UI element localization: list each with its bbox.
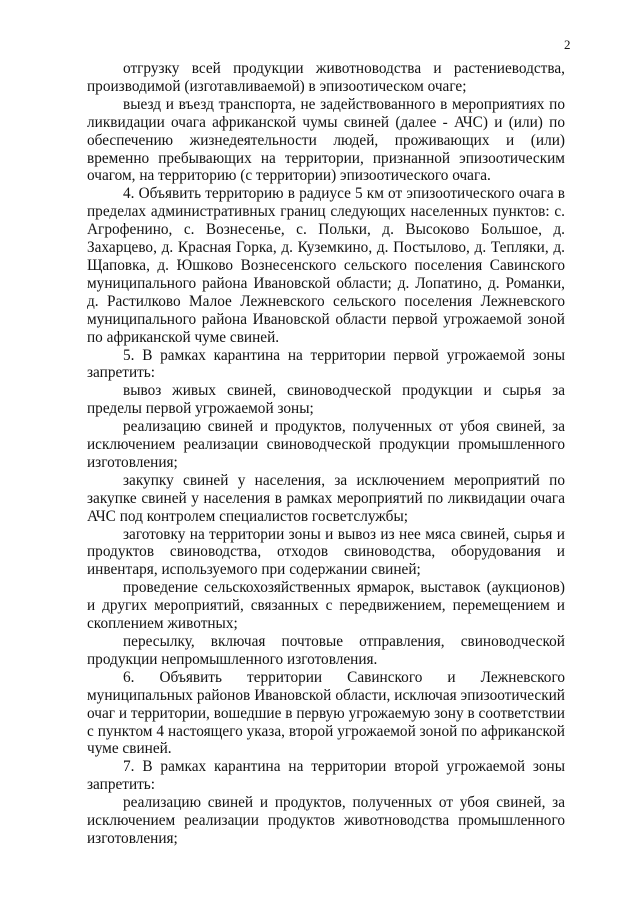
paragraph: 7. В рамках карантина на территории второй угрожаемой зоны запретить: [87,758,565,794]
page-number: 2 [564,37,571,52]
paragraph: 5. В рамках карантина на территории первой угрожаемой зоны запретить: [87,346,565,382]
paragraph: закупку свиней у населения, за исключением мероприятий по закупке свиней у населения в рамках мероприятий по ликвидации очага АЧС под контролем специалистов госветслужбы; [87,471,565,525]
paragraph: вывоз живых свиней, свиноводческой продукции и сырья за пределы первой угрожаемой зоны; [87,382,565,418]
paragraph: выезд и въезд транспорта, не задействованного в мероприятиях по ликвидации очага африканской чумы свиней (далее - АЧС) и (или) по обеспечению жизнедеятельности людей, проживающих и (или) временно пребывающих на территории, признанной эпизоотическим очагом, на территорию (с территории) эпизоотического очага. [87,95,565,185]
paragraph: реализацию свиней и продуктов, полученных от убоя свиней, за исключением реализации продуктов животноводства промышленного изготовления; [87,794,565,847]
paragraph: проведение сельскохозяйственных ярмарок, выставок (аукционов) и других мероприятий, связанных с передвижением, перемещением и скоплением животных; [87,579,565,633]
paragraph: отгрузку всей продукции животноводства и растениеводства, производимой (изготавливаемой) в эпизоотическом очаге; [87,60,565,95]
paragraph: заготовку на территории зоны и вывоз из нее мяса свиней, сырья и продуктов свиноводства, отходов свиноводства, оборудования и инвентаря, используемого при содержании свиней; [87,525,565,579]
document-body [87,60,565,848]
paragraph: 4. Объявить территорию в радиусе 5 км от эпизоотического очага в пределах административных границ следующих населенных пунктов: с. Агрофенино, с. Вознесенье, с. Польки, д. Высоково Большое, д. Захарцево, д. Красная Горка, д. Куземкино, д. Постылово, д. Тепляки, д. Щаповка, д. Юшково Вознесенского сельского поселения Савинского муниципального района Ивановской области; д. Лопатино, д. Романки, д. Растилково Малое Лежневского сельского поселения Лежневского муниципального района Ивановской области первой угрожаемой зоной по африканской чуме свиней. [87,185,565,346]
paragraph: пересылку, включая почтовые отправления, свиноводческой продукции непромышленного изготовления. [87,633,565,668]
paragraph: 6. Объявить территории Савинского и Лежневского муниципальных районов Ивановской области, исключая эпизоотический очаг и территории, вошедшие в первую угрожаемую зону в соответствии с пунктом 4 настоящего указа, второй угрожаемой зоной по африканской чуме свиней. [87,668,565,758]
paragraph: реализацию свиней и продуктов, полученных от убоя свиней, за исключением реализации свиноводческой продукции промышленного изготовления; [87,418,565,471]
